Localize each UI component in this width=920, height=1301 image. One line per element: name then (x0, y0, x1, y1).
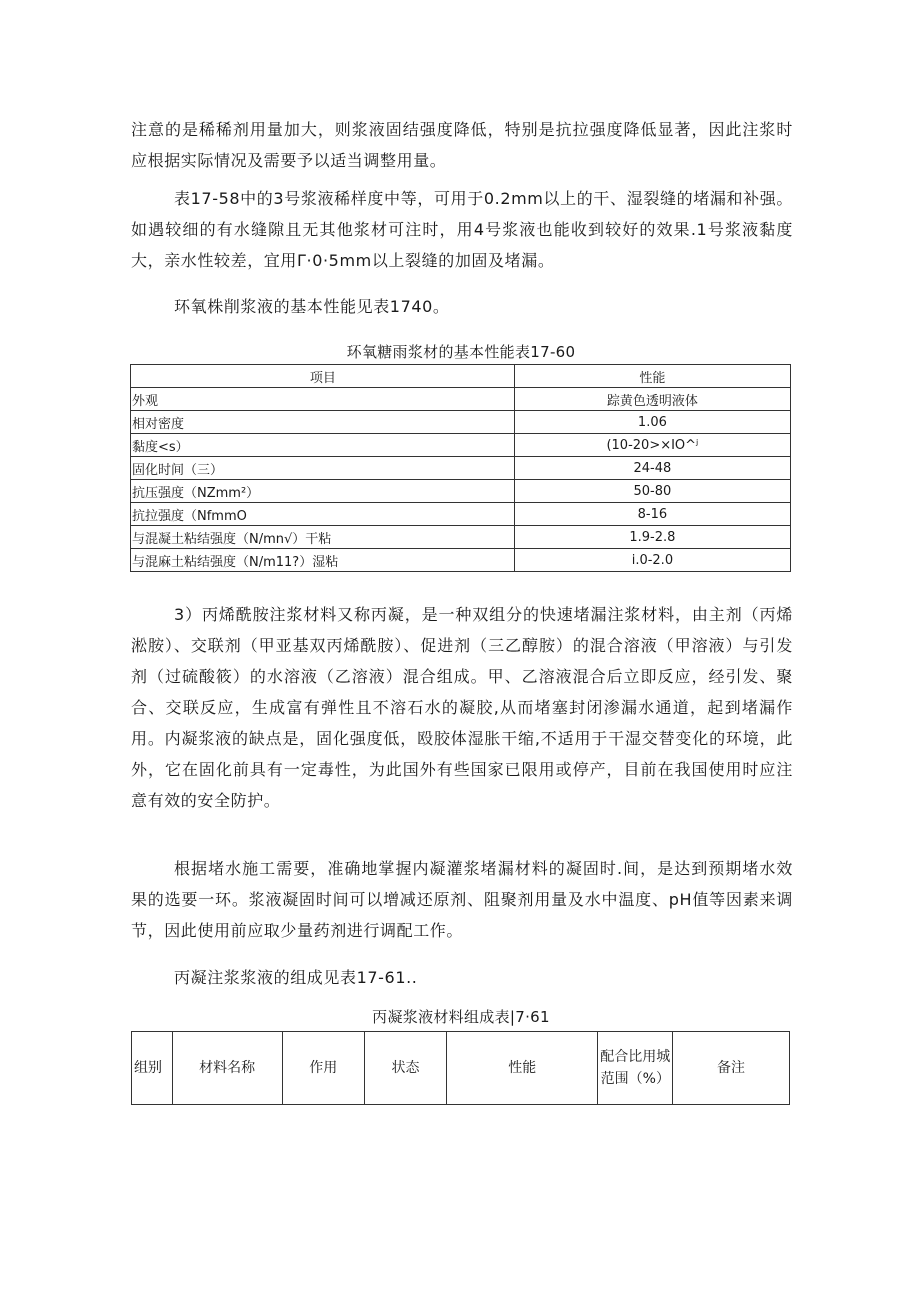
paragraph-3: 环氧株削浆液的基本性能见表1740。 (174, 297, 450, 316)
header-state: 状态 (364, 1032, 446, 1105)
table-row (131, 434, 791, 457)
header-remarks: 备注 (673, 1032, 790, 1105)
row-label: 抗拉强度（NfmmO (131, 503, 515, 526)
header-item: 项目 (131, 365, 515, 388)
paragraph-2: 表17-58中的3号浆液稀样度中等，可用于0.2mm以上的干、湿裂缝的堵漏和补强。如遇较细的有水缝隙且无其他浆材可注时，用4号浆液也能收到较好的效果.1号浆液黏度大，亲水性较差，宜用Γ·0·5mm以上裂缝的加固及堵漏。 (131, 189, 793, 270)
header-performance: 性能 (447, 1032, 598, 1105)
paragraph-6: 丙凝注浆浆液的组成见表17-61.. (174, 968, 418, 987)
properties-table (130, 364, 791, 572)
table-header-row (131, 365, 791, 388)
header-material-name: 材料名称 (172, 1032, 282, 1105)
header-mix-ratio: 配合比用城范围（%） (598, 1032, 673, 1105)
table-header-row (132, 1032, 790, 1105)
table-row (131, 526, 791, 549)
table-row (131, 549, 791, 572)
table-row (131, 388, 791, 411)
row-value: 1.9-2.8 (514, 526, 790, 549)
row-label: 相对密度 (131, 411, 515, 434)
paragraph-1: 注意的是稀稀剂用量加大，则浆液固结强度降低，特别是抗拉强度降低显著，因此注浆时应根据实际情况及需要予以适当调整用量。 (131, 120, 793, 170)
header-performance: 性能 (514, 365, 790, 388)
header-function: 作用 (282, 1032, 364, 1105)
row-value: 8-16 (514, 503, 790, 526)
row-value: 踪黄色透明液体 (514, 388, 790, 411)
row-label: 黏度<s） (131, 434, 515, 457)
row-label: 外观 (131, 388, 515, 411)
row-value: (10-20>×IO^ʲ (514, 434, 790, 457)
composition-table (131, 1031, 790, 1105)
table1-caption: 环氧糖雨浆材的基本性能表17-60 (346, 343, 576, 361)
table-row (131, 411, 791, 434)
row-value: 1.06 (514, 411, 790, 434)
table-row (131, 457, 791, 480)
table-row (131, 480, 791, 503)
row-label: 固化时间（三） (131, 457, 515, 480)
row-label: 与混凝土粘结强度（N/mn√）干粘 (131, 526, 515, 549)
row-value: i.0-2.0 (514, 549, 790, 572)
row-value: 50-80 (514, 480, 790, 503)
row-label: 抗压强度（NZmm²） (131, 480, 515, 503)
header-group: 组别 (132, 1032, 173, 1105)
table2-caption: 丙凝浆液材料组成表|7·61 (372, 1008, 550, 1026)
paragraph-4: 3）丙烯酰胺注浆材料又称丙凝，是一种双组分的快速堵漏注浆材料，由主剂（丙烯淞胺）、交联剂（甲亚基双丙烯酰胺）、促进剂（三乙醇胺）的混合溶液（甲溶液）与引发剂（过硫酸筱）的水溶液（乙溶液）混合组成。甲、乙溶液混合后立即反应，经引发、聚合、交联反应，生成富有弹性且不溶石水的凝胶,从而堵塞封闭渗漏水通道，起到堵漏作用。内凝浆液的缺点是，固化强度低，殴胶体湿胀干缩,不适用于干湿交替变化的环境，此外，它在固化前具有一定毒性，为此国外有些国家已限用或停产，目前在我国使用时应注意有效的安全防护。 (131, 605, 793, 810)
row-label: 与混麻土粘结强度（N/m11?）湿粘 (131, 549, 515, 572)
table-row (131, 503, 791, 526)
row-value: 24-48 (514, 457, 790, 480)
paragraph-5: 根据堵水施工需要，准确地掌握内凝灌浆堵漏材料的凝固时.间，是达到预期堵水效果的选要一环。浆液凝固时间可以增减还原剂、阻聚剂用量及水中温度、pH值等因素来调节，因此使用前应取少量药剂进行调配工作。 (131, 859, 793, 940)
